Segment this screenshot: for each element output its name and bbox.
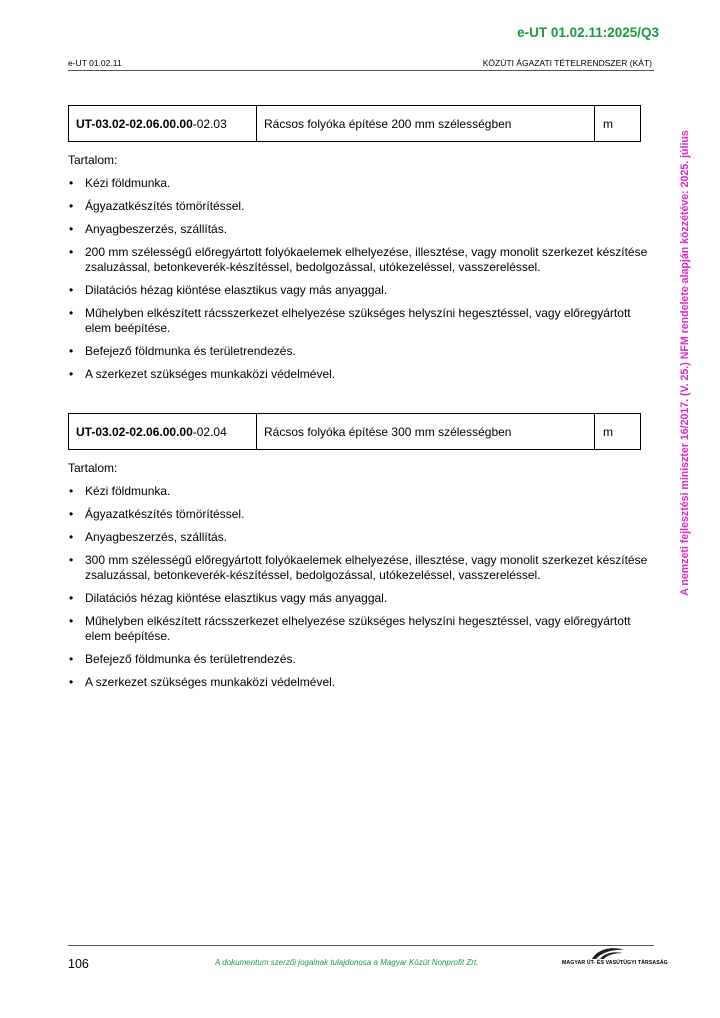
road-arc-logo-icon [590,946,626,960]
item-code-bold: UT-03.02-02.06.00.00 [76,424,193,439]
list-item: • 300 mm szélességű előregyártott folyókaelemek elhelyezése, illesztése, vagy monolit szerkezet készítése zsaluzással, betonkeverék-készítéssel, bedolgozással, utókezeléssel, vasszereléssel. [68,553,653,583]
item-title-cell: Rácsos folyóka építése 300 mm szélességben [257,414,595,449]
content-list [68,176,653,382]
page-number: 106 [68,957,89,971]
list-item: • Befejező földmunka és területrendezés. [68,652,653,667]
item-code-suffix: -02.04 [192,424,227,439]
list-item: • Ágyazatkészítés tömörítéssel. [68,507,653,522]
header-rule [68,70,654,71]
list-item: • Befejező földmunka és területrendezés. [68,344,653,359]
item-code-cell [69,414,257,449]
list-item: • Műhelyben elkészített rácsszerkezet elhelyezése szükséges helyszíni hegesztéssel, vagy előregyártott elem beépítése. [68,614,653,644]
item-code-suffix: -02.03 [192,116,227,131]
list-item: • Kézi földmunka. [68,176,653,191]
list-item: • Műhelyben elkészített rácsszerkezet elhelyezése szükséges helyszíni hegesztéssel, vagy előregyártott elem beépítése. [68,306,653,336]
sidebar-note-text: A nemzeti fejlesztési miniszter 16/2017. (V. 25.) NFM rendelete alapján közzétéve: 2025. július [679,129,691,596]
item-code-bold: UT-03.02-02.06.00.00 [76,116,193,131]
publisher-logo [562,946,668,970]
copyright-note: A dokumentum szerzői jogainak tulajdonosa a Magyar Közút Nonprofit Zrt. [215,958,479,967]
list-item: • Kézi földmunka. [68,484,653,499]
list-item: • Anyagbeszerzés, szállítás. [68,222,653,237]
item-unit-cell: m [603,424,613,439]
header-left: e-UT 01.02.11 [68,58,122,68]
section-content-2 [68,461,653,698]
content-list [68,484,653,690]
tartalom-label: Tartalom: [68,153,118,167]
list-item: • Ágyazatkészítés tömörítéssel. [68,199,653,214]
item-code-cell [69,106,257,141]
item-unit-cell: m [603,116,613,131]
section-content-1 [68,153,653,390]
tartalom-label: Tartalom: [68,461,118,475]
item-table-2 [68,413,641,450]
list-item: • A szerkezet szükséges munkaközi védelmével. [68,675,653,690]
document-code: e-UT 01.02.11:2025/Q3 [517,25,659,40]
sidebar-publication-note [675,95,695,630]
logo-text: MAGYAR ÚT- ÉS VASÚTÜGYI TÁRSASÁG [562,960,668,966]
list-item: • 200 mm szélességű előregyártott folyókaelemek elhelyezése, illesztése, vagy monolit szerkezet készítése zsaluzással, betonkeverék-készítéssel, bedolgozással, utókezeléssel, vasszereléssel. [68,245,653,275]
header-right: KÖZÚTI ÁGAZATI TÉTELRENDSZER (KÁT) [482,58,652,68]
item-title-cell: Rácsos folyóka építése 200 mm szélességben [257,106,595,141]
list-item: • A szerkezet szükséges munkaközi védelmével. [68,367,653,382]
list-item: • Dilatációs hézag kiöntése elasztikus vagy más anyaggal. [68,591,653,606]
item-table-1 [68,105,641,142]
list-item: • Dilatációs hézag kiöntése elasztikus vagy más anyaggal. [68,283,653,298]
list-item: • Anyagbeszerzés, szállítás. [68,530,653,545]
